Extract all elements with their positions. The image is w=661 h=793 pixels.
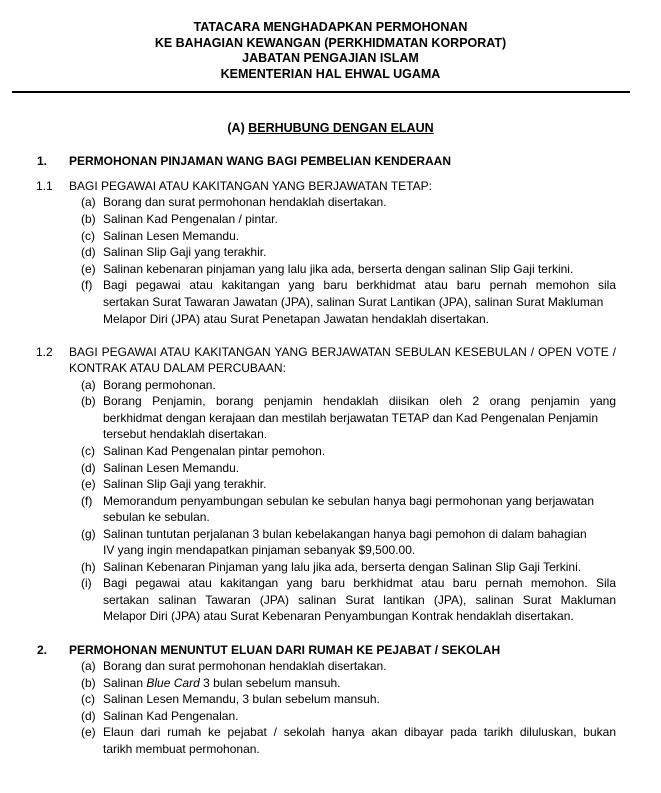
section-a-title: BERHUBUNG DENGAN ELAUN bbox=[248, 121, 434, 135]
list-item: Salinan Slip Gaji yang terakhir. bbox=[103, 477, 267, 491]
list-item-text: 3 bulan sebelum mansuh. bbox=[199, 676, 341, 690]
list-item-line: tersebut hendaklah disertakan. bbox=[103, 427, 268, 441]
list-marker: (d) bbox=[81, 709, 96, 723]
list-item: Salinan Slip Gaji yang terakhir. bbox=[103, 245, 267, 259]
list-marker: (f) bbox=[81, 278, 93, 292]
list-item-line: Elaun dari rumah ke pejabat / sekolah hanya akan dibayar pada tarikh diluluskan, bukan bbox=[103, 725, 616, 739]
list-marker: (a) bbox=[81, 378, 96, 392]
list-item-line: tarikh membuat permohonan. bbox=[103, 742, 260, 756]
list-item-line: sebulan ke sebulan. bbox=[103, 510, 210, 524]
list-item bbox=[103, 675, 341, 691]
list-item-line: Melapor Diri (JPA) atau Surat Kebenaran Penyambungan Kontrak hendaklah disertakan. bbox=[103, 609, 574, 623]
list-marker: (a) bbox=[81, 195, 96, 209]
section-1-number: 1. bbox=[37, 154, 48, 168]
list-item: Salinan Kad Pengenalan pintar pemohon. bbox=[103, 444, 326, 458]
list-item: Salinan Lesen Memandu. bbox=[103, 461, 240, 475]
list-item-line: Melapor Diri (JPA) atau Surat Penetapan Jawatan hendaklah disertakan. bbox=[103, 312, 489, 326]
list-item-line: Borang Penjamin, borang penjamin hendaklah diisikan oleh 2 orang penjamin yang bbox=[103, 394, 616, 408]
list-marker: (i) bbox=[81, 576, 92, 590]
list-item-line: IV yang ingin mendapatkan pinjaman sebanyak $9,500.00. bbox=[103, 543, 416, 557]
document-header bbox=[0, 20, 661, 82]
subsection-1-1-title: BAGI PEGAWAI ATAU KAKITANGAN YANG BERJAWATAN TETAP: bbox=[69, 179, 432, 193]
header-line-3: JABATAN PENGAJIAN ISLAM bbox=[242, 51, 419, 65]
section-2-number: 2. bbox=[37, 643, 48, 657]
list-item-line: sertakan salinan Tawaran (JPA) salinan Surat lantikan (JPA), salinan Surat Makluman bbox=[103, 593, 616, 607]
list-marker: (a) bbox=[81, 659, 96, 673]
list-item: Salinan Lesen Memandu. bbox=[103, 229, 240, 243]
list-marker: (b) bbox=[81, 394, 96, 408]
section-2-title: PERMOHONAN MENUNTUT ELUAN DARI RUMAH KE PEJABAT / SEKOLAH bbox=[69, 643, 501, 657]
list-item: Salinan kebenaran pinjaman yang lalu jika ada, berserta dengan salinan Slip Gaji terkini. bbox=[103, 262, 574, 276]
list-marker: (c) bbox=[81, 444, 95, 458]
list-marker: (c) bbox=[81, 229, 95, 243]
list-item: Borang dan surat permohonan hendaklah disertakan. bbox=[103, 195, 387, 209]
list-marker: (d) bbox=[81, 461, 96, 475]
subsection-1-2-number: 1.2 bbox=[36, 345, 53, 359]
list-marker: (f) bbox=[81, 494, 93, 508]
list-item-line: Salinan tuntutan perjalanan 3 bulan kebelakangan hanya bagi pemohon di dalam bahagian bbox=[103, 527, 587, 541]
list-marker: (b) bbox=[81, 212, 96, 226]
list-marker: (e) bbox=[81, 725, 96, 739]
list-marker: (g) bbox=[81, 527, 96, 541]
list-item-line: Memorandum penyambungan sebulan ke sebulan hanya bagi permohonan yang berjawatan bbox=[103, 494, 595, 508]
list-marker: (d) bbox=[81, 245, 96, 259]
header-line-4: KEMENTERIAN HAL EHWAL UGAMA bbox=[220, 66, 441, 81]
list-item: Salinan Lesen Memandu, 3 bulan sebelum mansuh. bbox=[103, 692, 380, 706]
list-item: Salinan Kebenaran Pinjaman yang lalu jika ada, berserta dengan Salinan Slip Gaji Terkini. bbox=[103, 560, 582, 574]
list-marker: (b) bbox=[81, 676, 96, 690]
subsection-1-2-title-line: BAGI PEGAWAI ATAU KAKITANGAN YANG BERJAWATAN SEBULAN KESEBULAN / OPEN VOTE / bbox=[69, 345, 616, 359]
list-marker: (h) bbox=[81, 560, 96, 574]
list-item: Borang permohonan. bbox=[103, 378, 216, 392]
list-item-line: berkhidmat dengan kerajaan dan mestilah berjawatan TETAP dan Kad Pengenalan Penjamin bbox=[103, 411, 598, 425]
list-item-text: Salinan bbox=[103, 676, 147, 690]
list-item-line: sertakan Surat Tawaran Jawatan (JPA), salinan Surat Lantikan (JPA), salinan Surat Makluman bbox=[103, 295, 604, 309]
section-a-prefix: (A) bbox=[227, 121, 249, 135]
list-marker: (e) bbox=[81, 477, 96, 491]
list-item: Salinan Kad Pengenalan / pintar. bbox=[103, 212, 278, 226]
list-item: Salinan Kad Pengenalan. bbox=[103, 709, 239, 723]
header-line-2: KE BAHAGIAN KEWANGAN (PERKHIDMATAN KORPORAT) bbox=[154, 35, 507, 50]
list-item-line: Bagi pegawai atau kakitangan yang baru berkhidmat atau baru pernah memohon sila bbox=[103, 278, 616, 292]
header-line-1: TATACARA MENGHADAPKAN PERMOHONAN bbox=[193, 20, 468, 34]
section-1-title: PERMOHONAN PINJAMAN WANG BAGI PEMBELIAN KENDERAAN bbox=[69, 154, 452, 168]
blue-card-term: Blue Card bbox=[146, 676, 200, 690]
subsection-1-1-number: 1.1 bbox=[36, 179, 53, 193]
list-item-line: Bagi pegawai atau kakitangan yang baru berkhidmat atau baru pernah memohon. Sila bbox=[103, 576, 616, 590]
list-marker: (c) bbox=[81, 692, 95, 706]
list-marker: (e) bbox=[81, 262, 96, 276]
section-a-heading bbox=[0, 121, 661, 135]
subsection-1-2-title-line: KONTRAK ATAU DALAM PERCUBAAN: bbox=[69, 361, 286, 375]
header-divider bbox=[12, 91, 630, 93]
list-item: Borang dan surat permohonan hendaklah disertakan. bbox=[103, 659, 387, 673]
